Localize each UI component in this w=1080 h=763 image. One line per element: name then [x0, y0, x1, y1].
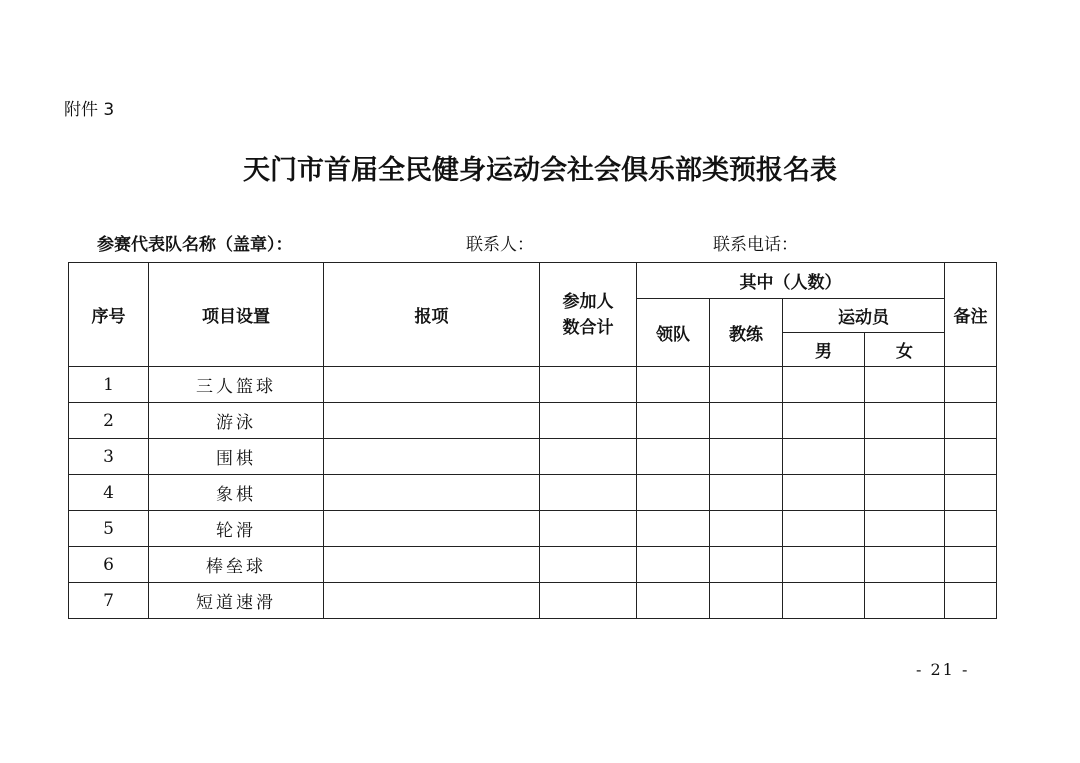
header-entry: 报项 [324, 263, 540, 367]
header-total-line1: 参加人 [562, 291, 614, 312]
leader-cell[interactable] [637, 475, 710, 511]
form-title: 天门市首届全民健身运动会社会俱乐部类预报名表 [243, 155, 837, 186]
header-among: 其中（人数） [637, 263, 945, 299]
contact-phone-label: 联系电话： [713, 235, 798, 255]
entry-cell[interactable] [324, 367, 540, 403]
leader-cell[interactable] [637, 547, 710, 583]
table-row [69, 511, 997, 547]
header-athletes: 运动员 [783, 299, 945, 333]
female-cell[interactable] [865, 403, 945, 439]
header-male: 男 [783, 333, 865, 367]
row-event: 短道速滑 [149, 583, 324, 619]
row-event: 围棋 [149, 439, 324, 475]
coach-cell[interactable] [710, 583, 783, 619]
total-cell[interactable] [540, 475, 637, 511]
male-cell[interactable] [783, 583, 865, 619]
table-row [69, 475, 997, 511]
row-event: 三人篮球 [149, 367, 324, 403]
coach-cell[interactable] [710, 511, 783, 547]
coach-cell[interactable] [710, 403, 783, 439]
total-cell[interactable] [540, 547, 637, 583]
entry-cell[interactable] [324, 583, 540, 619]
remark-cell[interactable] [945, 547, 997, 583]
total-cell[interactable] [540, 403, 637, 439]
entry-cell[interactable] [324, 547, 540, 583]
team-name-label: 参赛代表队名称（盖章）： [97, 235, 293, 255]
male-cell[interactable] [783, 367, 865, 403]
header-event: 项目设置 [149, 263, 324, 367]
total-cell[interactable] [540, 367, 637, 403]
header-coach: 教练 [710, 299, 783, 367]
row-event: 游泳 [149, 403, 324, 439]
header-leader: 领队 [637, 299, 710, 367]
header-total [540, 263, 637, 367]
row-index: 3 [69, 439, 149, 475]
header-remark: 备注 [945, 263, 997, 367]
remark-cell[interactable] [945, 583, 997, 619]
female-cell[interactable] [865, 367, 945, 403]
attachment-label: 附件 3 [64, 100, 115, 120]
row-index: 7 [69, 583, 149, 619]
header-index: 序号 [69, 263, 149, 367]
leader-cell[interactable] [637, 403, 710, 439]
leader-cell[interactable] [637, 511, 710, 547]
row-event: 象棋 [149, 475, 324, 511]
remark-cell[interactable] [945, 475, 997, 511]
leader-cell[interactable] [637, 439, 710, 475]
coach-cell[interactable] [710, 547, 783, 583]
remark-cell[interactable] [945, 367, 997, 403]
entry-cell[interactable] [324, 439, 540, 475]
total-cell[interactable] [540, 439, 637, 475]
page-number: - 21 - [916, 660, 970, 679]
row-index: 6 [69, 547, 149, 583]
row-event: 棒垒球 [149, 547, 324, 583]
male-cell[interactable] [783, 403, 865, 439]
registration-table [68, 262, 997, 619]
male-cell[interactable] [783, 511, 865, 547]
remark-cell[interactable] [945, 439, 997, 475]
female-cell[interactable] [865, 439, 945, 475]
male-cell[interactable] [783, 439, 865, 475]
entry-cell[interactable] [324, 511, 540, 547]
male-cell[interactable] [783, 475, 865, 511]
female-cell[interactable] [865, 475, 945, 511]
table-row [69, 367, 997, 403]
total-cell[interactable] [540, 511, 637, 547]
contact-person-label: 联系人： [466, 235, 534, 255]
table-row [69, 403, 997, 439]
table-row [69, 583, 997, 619]
row-index: 1 [69, 367, 149, 403]
row-event: 轮滑 [149, 511, 324, 547]
remark-cell[interactable] [945, 403, 997, 439]
row-index: 5 [69, 511, 149, 547]
leader-cell[interactable] [637, 583, 710, 619]
table-row [69, 439, 997, 475]
header-total-line2: 数合计 [562, 317, 614, 338]
row-index: 2 [69, 403, 149, 439]
remark-cell[interactable] [945, 511, 997, 547]
leader-cell[interactable] [637, 367, 710, 403]
female-cell[interactable] [865, 511, 945, 547]
coach-cell[interactable] [710, 367, 783, 403]
total-cell[interactable] [540, 583, 637, 619]
male-cell[interactable] [783, 547, 865, 583]
table-row [69, 547, 997, 583]
entry-cell[interactable] [324, 475, 540, 511]
female-cell[interactable] [865, 547, 945, 583]
coach-cell[interactable] [710, 475, 783, 511]
header-female: 女 [865, 333, 945, 367]
row-index: 4 [69, 475, 149, 511]
entry-cell[interactable] [324, 403, 540, 439]
coach-cell[interactable] [710, 439, 783, 475]
female-cell[interactable] [865, 583, 945, 619]
